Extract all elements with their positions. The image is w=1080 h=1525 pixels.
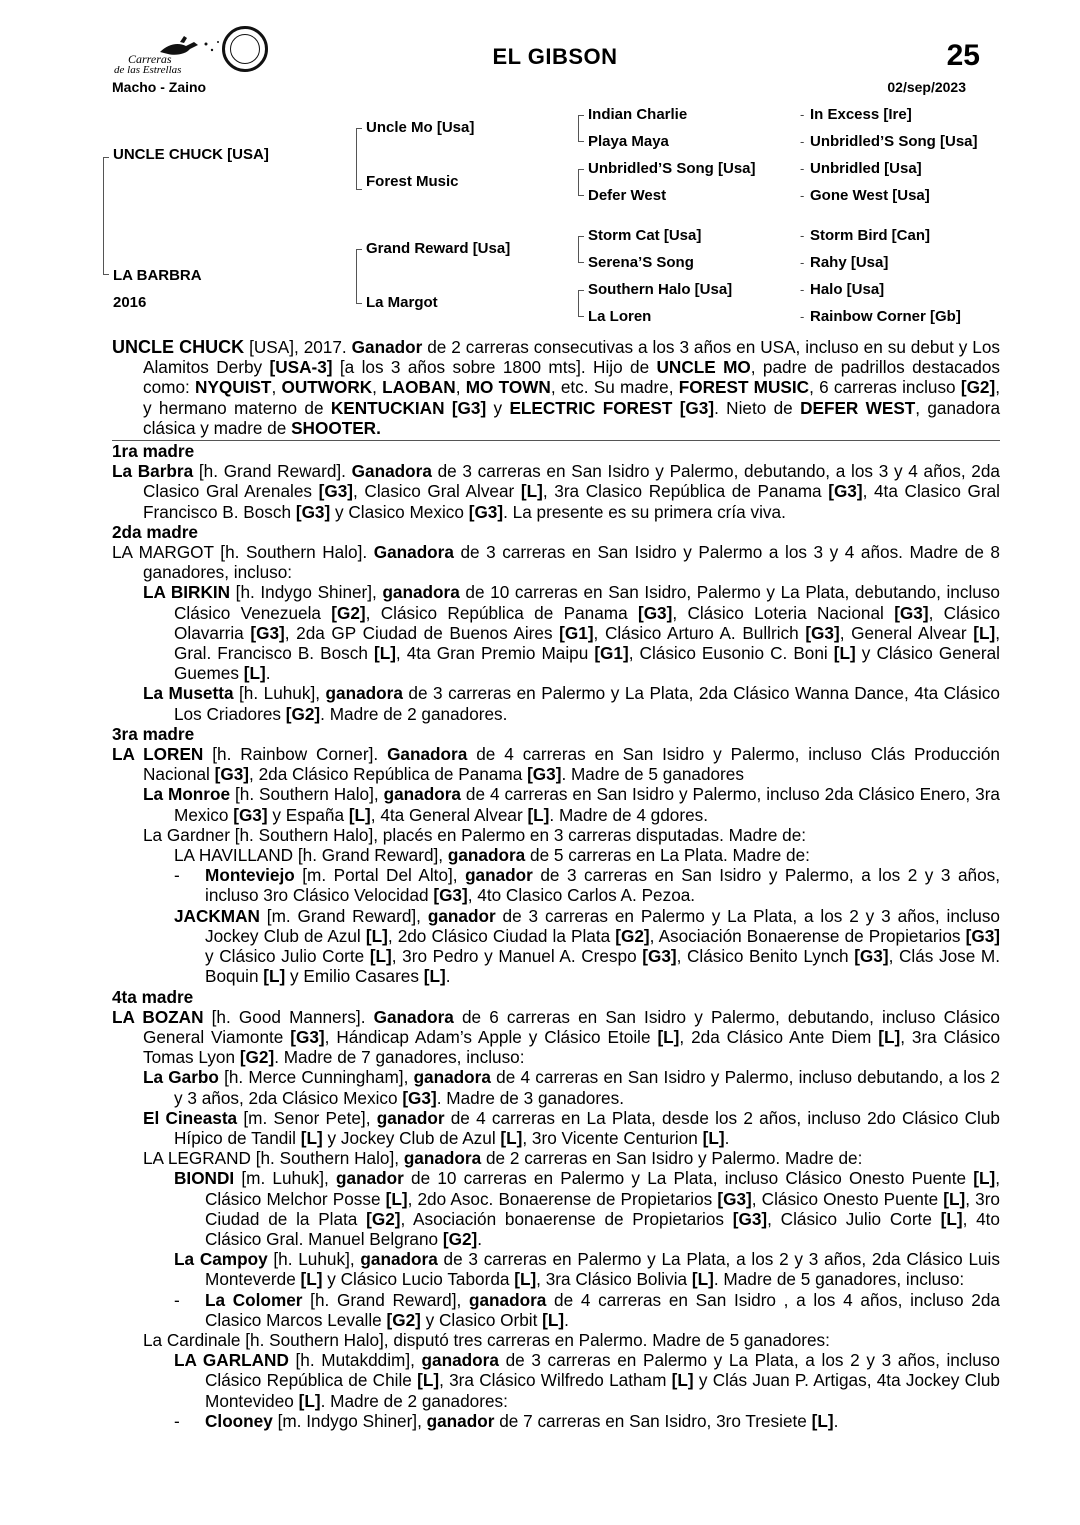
gen4-3: Unbridled [Usa]: [810, 160, 922, 177]
produce-la-havilland: LA HAVILLAND [h. Grand Reward], ganadora de 5 carreras en La Plata. Madre de:: [174, 845, 810, 866]
gen3-6: Serena’S Song: [588, 254, 694, 271]
gen3-5: Storm Cat [Usa]: [588, 227, 702, 244]
section-3ra-madre: 3ra madre: [112, 723, 195, 744]
sire-description: UNCLE CHUCK [USA], 2017. Ganador de 2 carreras consecutivas a los 3 años en USA, incluso en su debut y Los Alamitos Derby [USA-3] [a los 3 años sobre 1800 mts]. Hijo de UNCLE MO, padre de padrillos destacados como: NYQUIST, OUTWORK, LAOBAN, MO TOWN, etc. Su madre, FOREST MUSIC, 6 carreras incluso [G2], y hermano materno de KENTUCKIAN [G3] y ELECTRIC FOREST [G3]. Nieto de DEFER WEST, ganadora clásica y madre de SHOOTER.: [112, 337, 1001, 438]
sire-sire: Uncle Mo [Usa]: [366, 119, 475, 136]
gen4-8: Rainbow Corner [Gb]: [810, 308, 961, 325]
gen3-1: Indian Charlie: [588, 106, 688, 123]
produce-la-birkin: LA BIRKIN [h. Indygo Shiner], ganadora de 10 carreras en San Isidro, Palermo y La Plata, debutando, incluso Clásico Venezuela [G2], Clásico República de Panama [G3], Clásico Loteria Nacional [G3], Clásico Olavarria [G3], 2da GP Ciudad de Buenos Aires [G1], Clásico Arturo A. Bullrich [G3], General Alvear [L], Gral. Francisco B. Bosch [L], 4ta Gran Premio Maipu [G1], Clásico Eusonio C. Boni [L] y Clásico General Guemes [L].: [143, 582, 1001, 684]
gen4-1: In Excess [Ire]: [810, 106, 912, 123]
birth-year: 2016: [113, 294, 147, 311]
gen4-5: Storm Bird [Can]: [810, 227, 930, 244]
dam-3-description: LA LOREN [h. Rainbow Corner]. Ganadora de 4 carreras en San Isidro y Palermo, incluso Clás Producción Nacional [G3], 2da Clásico República de Panama [G3]. Madre de 5 ganadores: [112, 744, 1000, 785]
section-2da-madre: 2da madre: [112, 521, 198, 542]
produce-la-monroe: La Monroe [h. Southern Halo], ganadora de 4 carreras en San Isidro y Palermo, incluso 2da Clásico Enero, 3ra Mexico [G3] y España [L], 4ta General Alvear [L]. Madre de 4 gdores.: [143, 784, 1000, 825]
gen4-4: Gone West [Usa]: [810, 187, 930, 204]
dam-sire: Grand Reward [Usa]: [366, 240, 511, 257]
produce-la-garland: LA GARLAND [h. Mutakddim], ganadora de 3 carreras en Palermo y La Plata, a los 2 y 3 años, incluso Clásico República de Chile [L], 3ra Clásico Wilfredo Latham [L] y Clás Juan P. Artigas, 4ta Jockey Club Montevideo [L]. Madre de 2 ganadores:: [174, 1350, 1000, 1411]
dam-1-description: La Barbra [h. Grand Reward]. Ganadora de 3 carreras en San Isidro y Palermo, debutando, a los 3 y 4 años, 2da Clasico Gral Arenales [G3], Clasico Gral Alvear [L], 3ra Clasico República de Panama [G3], 4ta Clasico Gral Francisco B. Bosch [G3] y Clasico Mexico [G3]. La presente es su primera cría viva.: [112, 461, 1000, 522]
section-1ra-madre: 1ra madre: [112, 441, 195, 462]
sire-dam: Forest Music: [366, 173, 459, 190]
section-4ta-madre: 4ta madre: [112, 986, 194, 1007]
produce-la-legrand: LA LEGRAND [h. Southern Halo], ganadora de 2 carreras en San Isidro y Palermo. Madre de:: [143, 1148, 863, 1169]
produce-la-musetta: La Musetta [h. Luhuk], ganadora de 3 carreras en Palermo y La Plata, 2da Clásico Wanna Dance, 4ta Clásico Los Criadores [G2]. Madre de 2 ganadores.: [143, 683, 1000, 724]
gen3-3: Unbridled’S Song [Usa]: [588, 160, 756, 177]
dam-2-description: LA MARGOT [h. Southern Halo]. Ganadora de 3 carreras en San Isidro y Palermo a los 3 y 4 años. Madre de 8 ganadores, incluso:: [112, 542, 1000, 583]
produce-biondi: BIONDI [m. Luhuk], ganador de 10 carreras en Palermo y La Plata, incluso Clásico Onesto Puente [L], Clásico Melchor Posse [L], 2do Asoc. Bonaerense de Propietarios [G3], Clásico Onesto Puente [L], 3ro Ciudad de la Plata [G2], Asociación bonaerense de Propietarios [G3], Clásico Julio Corte [L], 4to Clásico Gral. Manuel Belgrano [G2].: [174, 1168, 1000, 1249]
gen4-7: Halo [Usa]: [810, 281, 885, 298]
gen3-2: Playa Maya: [588, 133, 669, 150]
dam-dam: La Margot: [366, 294, 438, 311]
produce-clooney: - Clooney [m. Indygo Shiner], ganador de 7 carreras en San Isidro, 3ro Tresiete [L].: [174, 1410, 839, 1431]
gen3-8: La Loren: [588, 308, 652, 325]
produce-monteviejo: - Monteviejo [m. Portal Del Alto], ganador de 3 carreras en San Isidro y Palermo, a los 2 y 3 años, incluso 3ro Clásico Velocidad [G3], 4to Clasico Carlos A. Pezoa.: [174, 865, 1001, 906]
dam-4-description: LA BOZAN [h. Good Manners]. Ganadora de 6 carreras en San Isidro y Palermo, debutando, incluso Clásico General Viamonte [G3], Hándicap Adam’s Apple y Clásico Etoile [L], 2da Clásico Ante Diem [L], 3ra Clásico Tomas Lyon [G2]. Madre de 7 ganadores, incluso:: [112, 1006, 1001, 1068]
sex-color: Macho - Zaino: [112, 79, 207, 95]
gen3-7: Southern Halo [Usa]: [588, 281, 733, 298]
produce-la-gardner: La Gardner [h. Southern Halo], placés en Palermo en 3 carreras disputadas. Madre de:: [143, 824, 807, 845]
breeders-cup-seal-icon: [222, 26, 268, 72]
gen3-4: Defer West: [588, 187, 667, 204]
catalogue-text: [112, 337, 1000, 1431]
produce-el-cineasta: El Cineasta [m. Senor Pete], ganador de 4 carreras en La Plata, desde los 2 años, incluso 2do Clásico Club Hípico de Tandil [L] y Jockey Club de Azul [L], 3ro Vicente Centurion [L].: [143, 1107, 1000, 1148]
produce-la-colomer: - La Colomer [h. Grand Reward], ganadora de 4 carreras en San Isidro , a los 4 años, incluso 2da Clasico Marcos Levalle [G2] y Clasico Orbit [L].: [174, 1289, 1000, 1330]
carreras-logo: [112, 34, 224, 76]
sale-date: 02/sep/2023: [887, 79, 966, 95]
sire: UNCLE CHUCK [USA]: [113, 146, 269, 163]
produce-la-garbo: La Garbo [h. Merce Cunningham], ganadora de 4 carreras en San Isidro y Palermo, incluso debutando, a los 2 y 3 años, 2da Clásico Mexico [G3]. Madre de 3 ganadores.: [143, 1067, 1000, 1108]
produce-jackman: JACKMAN [m. Grand Reward], ganador de 3 carreras en Palermo y La Plata, a los 2 y 3 años, incluso Jockey Club de Azul [L], 2do Clásico Ciudad la Plata [G2], Asociación Bonaerense de Propietarios [G3] y Clásico Julio Corte [L], 3ro Pedro y Manuel A. Crespo [G3], Clásico Benito Lynch [G3], Clás Jose M. Boquin [L] y Emilio Casares [L].: [174, 905, 1000, 987]
produce-la-cardinale: La Cardinale [h. Southern Halo], disputó tres carreras en Palermo. Madre de 5 ganadores:: [143, 1329, 830, 1350]
dam: LA BARBRA: [113, 267, 202, 284]
lot-number: 25: [946, 39, 980, 72]
produce-la-campoy: La Campoy [h. Luhuk], ganadora de 3 carreras en Palermo y La Plata, a los 2 y 3 años, 2da Clásico Luis Monteverde [L] y Clásico Lucio Taborda [L], 3ra Clásico Bolivia [L]. Madre de 5 ganadores, incluso:: [174, 1249, 1000, 1290]
gen4-6: Rahy [Usa]: [810, 254, 889, 271]
logo-text-2: de las Estrellas: [114, 64, 182, 76]
logo-text-1: Carreras: [128, 52, 172, 66]
horse-name: EL GIBSON: [492, 44, 618, 69]
gen4-2: Unbridled’S Song [Usa]: [810, 133, 978, 150]
